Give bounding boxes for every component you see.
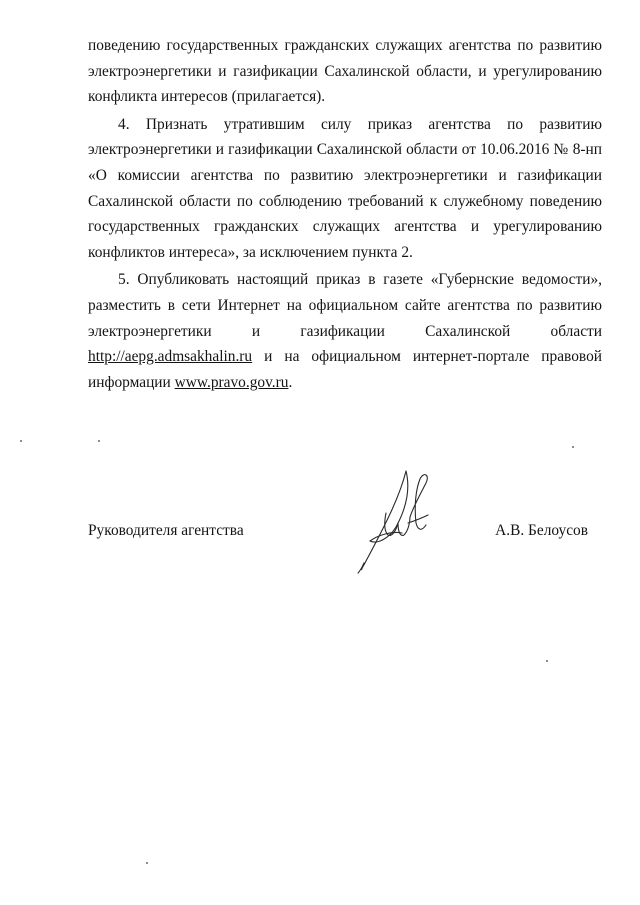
signatory-title: Руководителя агентства [88,522,244,539]
handwritten-signature [348,465,440,575]
text-fragment: . [288,373,293,391]
pravo-portal-link[interactable]: www.pravo.gov.ru [174,373,289,391]
text-fragment: и на официальном интернет-портале правовой [252,348,602,366]
text-line: электроэнергетики и газификации Сахалинской области [88,322,602,340]
scan-speck [572,446,574,448]
scan-speck [20,440,22,442]
paragraph-code-of-conduct-end [88,33,602,110]
text-line: «О комиссии агентства по развитию электроэнергетики и газификации [88,166,602,184]
text-line-with-url [88,344,602,370]
text-line: 4. Признать утратившим силу приказ агентства по развитию [118,115,602,133]
text-line: конфликтов интереса», за исключением пункта 2. [88,243,413,261]
scan-speck [98,440,100,442]
paragraph-item-5 [88,267,602,395]
text-line: конфликта интересов (прилагается). [88,88,326,106]
scan-speck [546,660,548,662]
scan-speck [146,862,148,864]
text-line: электроэнергетики и газификации Сахалинской области, и урегулированию [88,62,602,80]
text-line: поведению государственных гражданских служащих агентства по развитию [88,37,602,54]
text-line-with-url [88,370,602,396]
text-line: государственных гражданских служащих агентства и урегулированию [88,218,602,236]
document-body [88,33,602,395]
paragraph-item-4 [88,112,602,266]
text-line: электроэнергетики и газификации Сахалинской области от 10.06.2016 № 8-нп [88,141,602,159]
text-line: Сахалинской области по соблюдению требований к служебному поведению [88,192,602,210]
signature-block [88,522,602,552]
text-fragment: информации [88,373,175,391]
signatory-name: А.В. Белоусов [495,522,588,539]
text-line: 5. Опубликовать настоящий приказ в газете «Губернские ведомости», [118,271,602,289]
text-line: разместить в сети Интернет на официальном сайте агентства по развитию [88,296,602,314]
agency-site-link[interactable]: http://aepg.admsakhalin.ru [88,348,253,366]
